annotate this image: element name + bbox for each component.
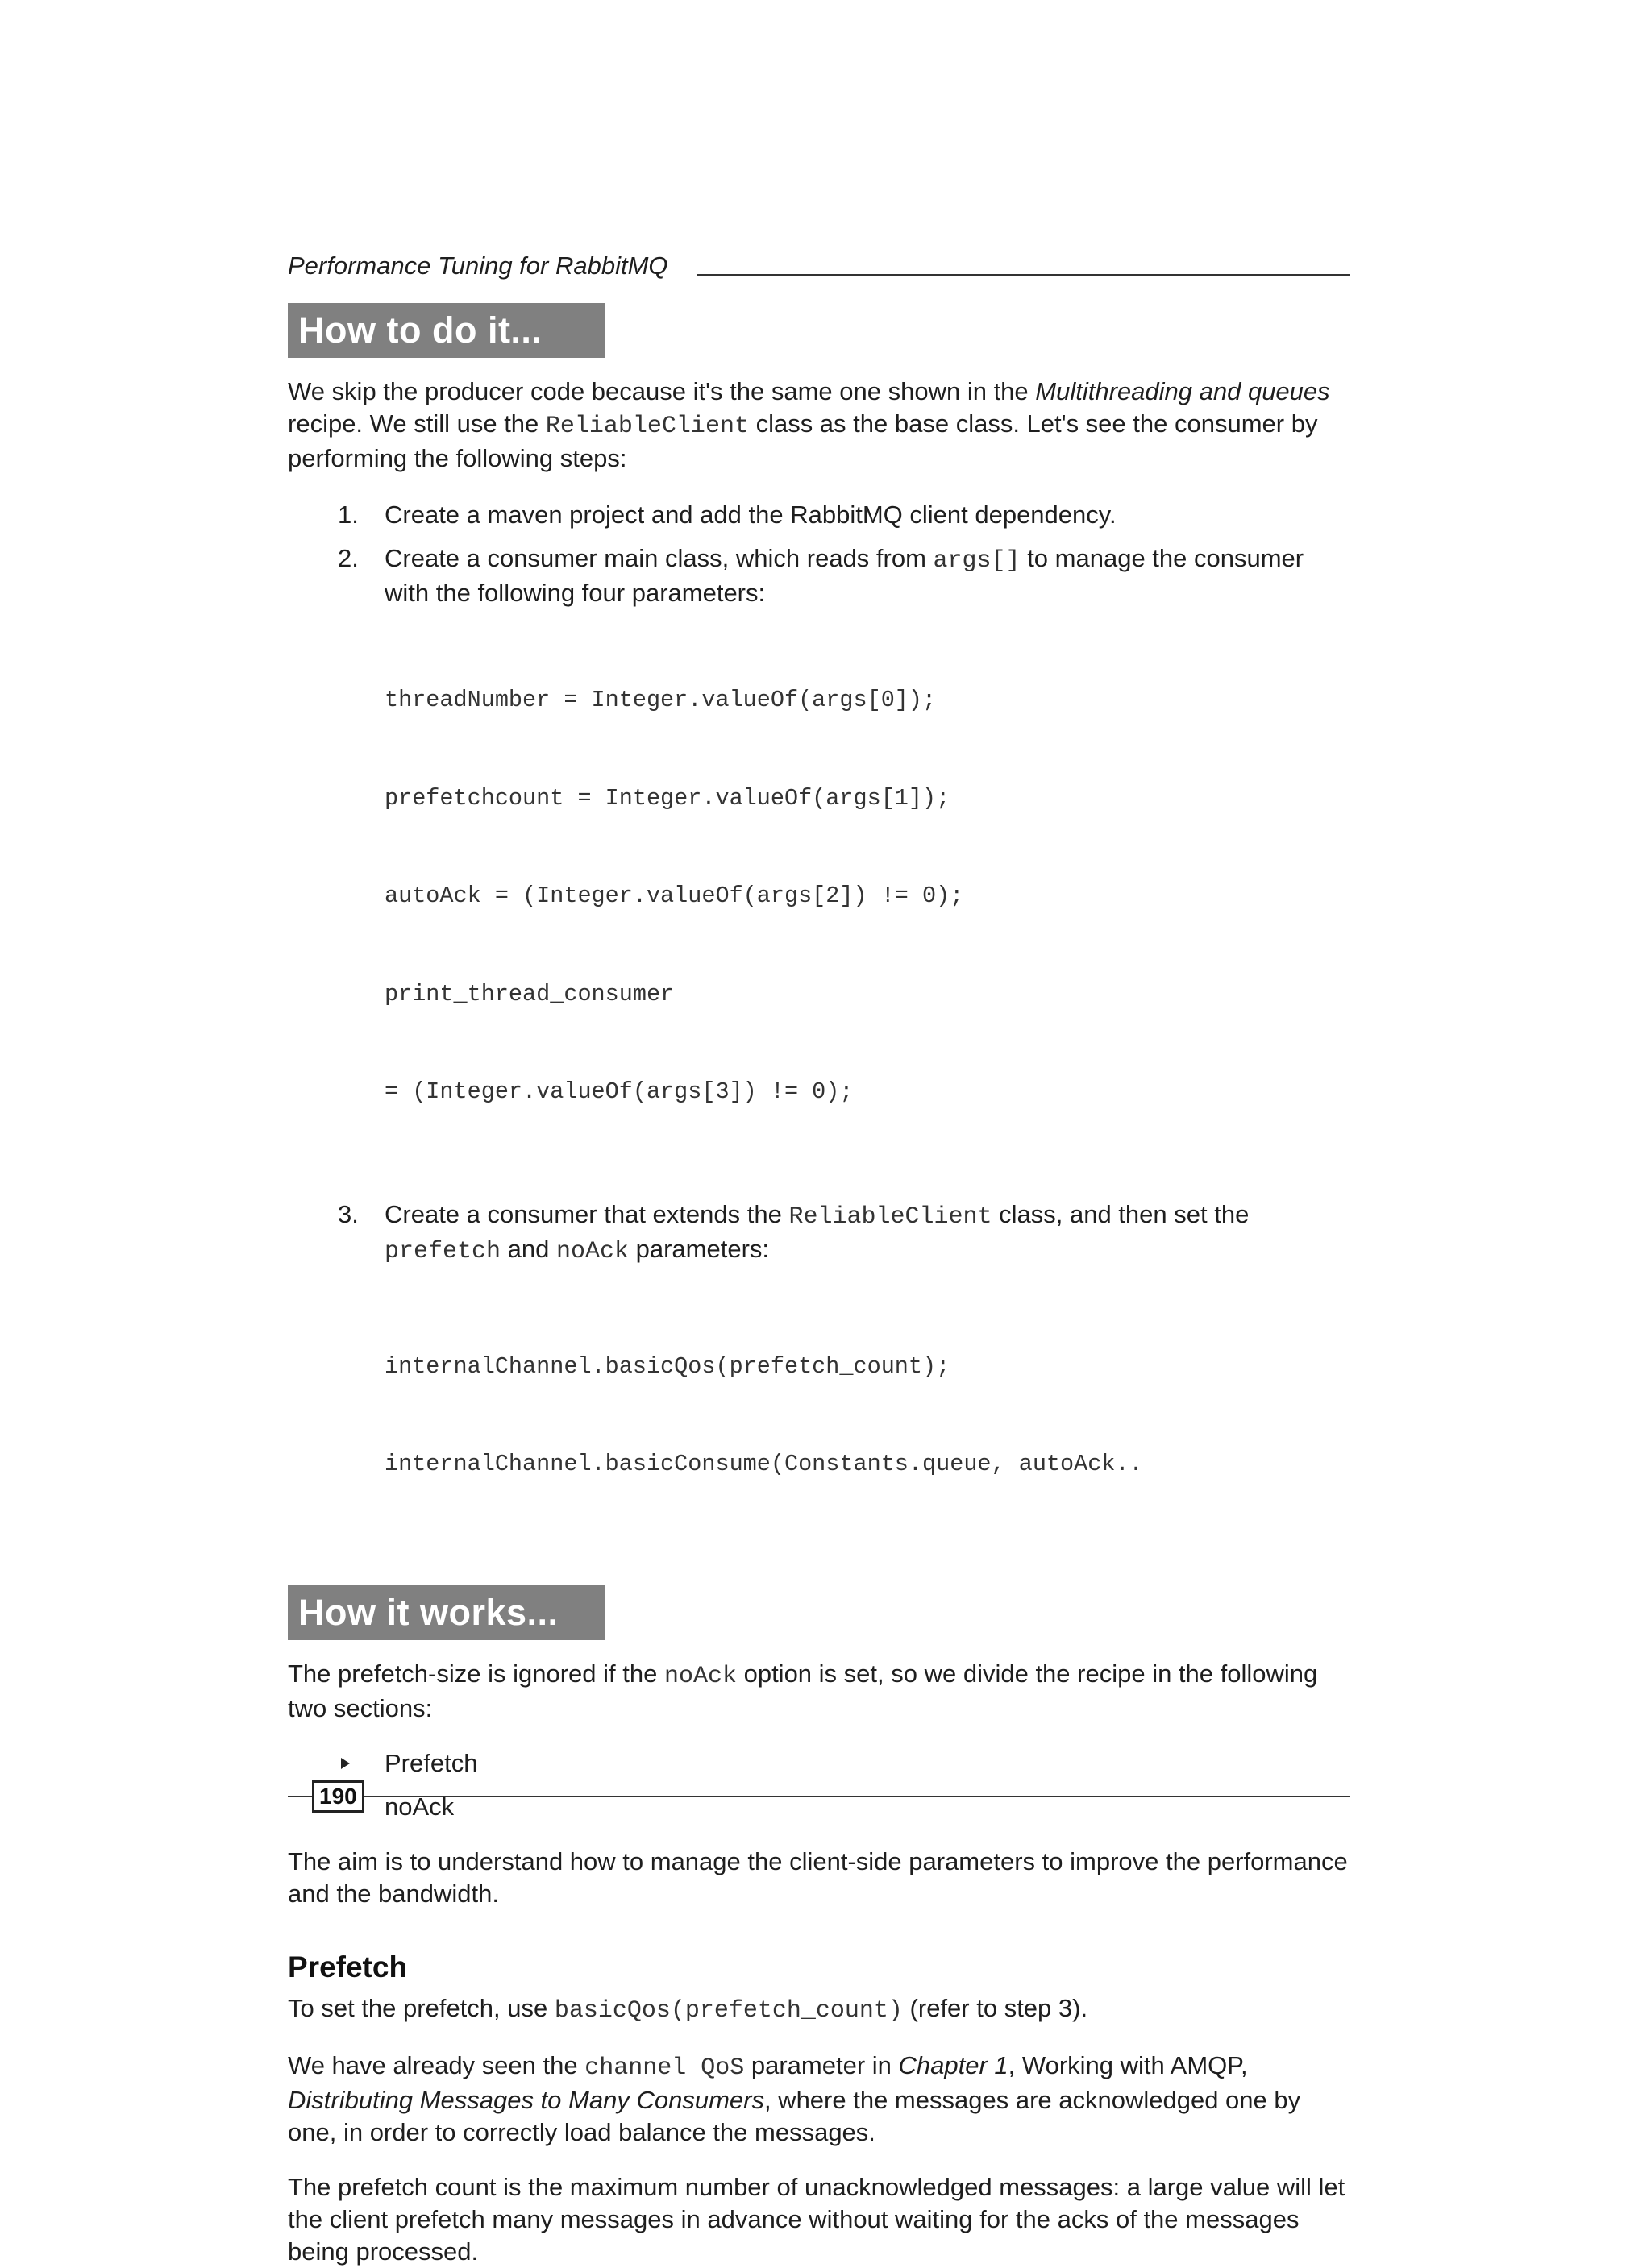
- code-block-params: [385, 619, 1350, 1174]
- code-line: print_thread_consumer: [385, 980, 675, 1007]
- text: (refer to step 3).: [902, 1993, 1088, 2022]
- text: , where the messages are acknowledged one by one, in order to correctly load balance the messages.: [288, 2085, 1301, 2146]
- text: We skip the producer code because it's the same one shown in the: [288, 377, 1036, 405]
- code-line: internalChannel.basicConsume(Constants.queue, autoAck..: [385, 1451, 1143, 1477]
- step-text: to manage the consumer with the following four parameters:: [385, 544, 1304, 607]
- page-footer: [288, 1780, 1350, 1813]
- aim-paragraph: The aim is to understand how to manage the client-side parameters to improve the performance and the bandwidth.: [288, 1846, 1348, 1908]
- code-block-consumer: [385, 1286, 1350, 1547]
- step-text: class, and then set the: [992, 1199, 1250, 1228]
- prefetch-paragraph-2: [288, 2050, 1350, 2149]
- code-line: threadNumber = Integer.valueOf(args[0]);: [385, 687, 937, 713]
- list-item-text: Prefetch: [385, 1748, 478, 1777]
- how-to-intro-paragraph: [288, 376, 1350, 475]
- heading-how-it-works: How it works...: [288, 1585, 605, 1640]
- step-number: 2.: [338, 544, 359, 572]
- step-1: [288, 499, 1350, 531]
- heading-prefetch: Prefetch: [288, 1950, 408, 1983]
- prefetch-paragraph-3: The prefetch count is the maximum number of unacknowledged messages: a large value will let the client prefetch many messages in advance without waiting for the acks of the messages being processed.: [288, 2172, 1345, 2266]
- recipe-reference: Multithreading and queues: [1035, 377, 1330, 405]
- text: , Working with AMQP,: [1008, 2050, 1248, 2079]
- list-item: [288, 1747, 1350, 1780]
- inline-code: basicQos(prefetch_count): [554, 1996, 903, 2025]
- step-text: parameters:: [629, 1234, 770, 1263]
- text: To set the prefetch, use: [288, 1993, 555, 2022]
- heading-how-to-do-it: How to do it...: [288, 303, 605, 358]
- inline-code: args[]: [933, 547, 1021, 575]
- inline-code: noAck: [555, 1237, 629, 1265]
- step-2: [288, 542, 1350, 1174]
- inline-code: channel QoS: [584, 2054, 745, 2082]
- step-text: Create a consumer main class, which reads from: [385, 544, 934, 572]
- step-text: Create a consumer that extends the: [385, 1199, 789, 1228]
- inline-code: prefetch: [385, 1237, 501, 1265]
- chapter-title-reference: Distributing Messages to Many Consumers: [288, 2085, 764, 2114]
- code-line: = (Integer.valueOf(args[3]) != 0);: [385, 1078, 854, 1105]
- running-title: Performance Tuning for RabbitMQ: [288, 251, 668, 280]
- step-number: 1.: [338, 501, 359, 529]
- steps-list: [288, 499, 1350, 1547]
- prefetch-paragraph-1: [288, 1992, 1350, 2027]
- bullet-triangle-icon: [341, 1758, 350, 1769]
- code-line: internalChannel.basicQos(prefetch_count);: [385, 1352, 950, 1380]
- text: The prefetch-size is ignored if the: [288, 1659, 664, 1688]
- page-content: [288, 246, 1350, 2268]
- text: parameter in: [744, 2050, 899, 2079]
- step-text: and: [501, 1234, 556, 1263]
- step-number: 3.: [338, 1199, 359, 1228]
- list-item-text: noAck: [385, 1792, 455, 1821]
- text: We have already seen the: [288, 2050, 585, 2079]
- running-header: [288, 246, 1350, 286]
- step-text: Create a maven project and add the RabbitMQ client dependency.: [385, 501, 1117, 529]
- inline-code: ReliableClient: [788, 1203, 992, 1231]
- page-number: 190: [312, 1780, 364, 1813]
- how-it-works-paragraph: [288, 1658, 1350, 1725]
- inline-code: noAck: [663, 1662, 737, 1690]
- footer-rule: [288, 1796, 1350, 1797]
- inline-code: ReliableClient: [545, 413, 749, 440]
- text: option is set, so we divide the recipe in the following two sections:: [288, 1659, 1318, 1722]
- code-line: prefetchcount = Integer.valueOf(args[1]);: [385, 784, 950, 812]
- text: class as the base class. Let's see the consumer by performing the following steps:: [288, 409, 1318, 472]
- header-rule: [697, 274, 1350, 276]
- chapter-reference: Chapter 1: [898, 2050, 1008, 2079]
- step-3: [288, 1198, 1350, 1547]
- code-line: autoAck = (Integer.valueOf(args[2]) != 0);: [385, 883, 964, 909]
- text: recipe. We still use the: [288, 409, 546, 438]
